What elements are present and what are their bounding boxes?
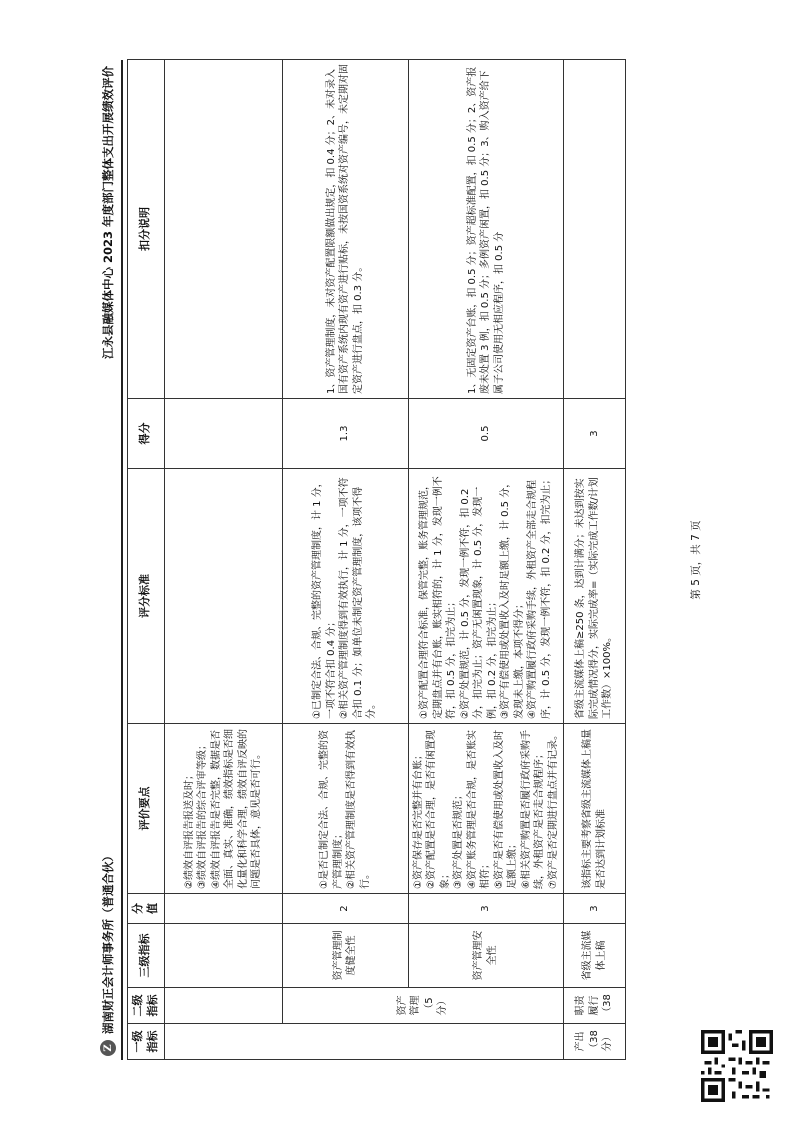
- point-line: ③资产处置是否规范；: [453, 790, 465, 889]
- firm-logo: Z: [100, 1040, 116, 1056]
- point-line: ⑥相关资产购置是否履行政府采购手续，外租资产是否走合规程序；: [520, 730, 546, 889]
- level3-cell: [164, 924, 282, 988]
- table-row: [282, 60, 408, 1060]
- table-row: [564, 60, 626, 1060]
- col-header: 分值: [128, 894, 165, 924]
- point-line: ③绩效自评报告的综合评审等级；: [197, 740, 209, 889]
- point-line: ①是否已制定合法、合规、完整的资产管理制度；: [319, 730, 344, 889]
- score-cell: 3: [564, 894, 626, 924]
- document-title: 江永县融媒体中心 2023 年度部门整体支出开展绩效评价: [101, 66, 115, 360]
- qr-code-icon: [701, 1030, 773, 1102]
- col-header: 三级指标: [128, 924, 165, 988]
- deduct-cell: [564, 60, 626, 399]
- score-cell: [164, 894, 282, 924]
- score-cell: 2: [282, 894, 408, 924]
- level2-cell: 资产管理（5分）: [282, 988, 564, 1024]
- level1-cell: [164, 1024, 564, 1060]
- table-row: [164, 60, 282, 1060]
- criteria-cell: [282, 469, 408, 724]
- got-cell: 1.3: [282, 399, 408, 469]
- points-cell: [282, 724, 408, 894]
- deduct-cell: [164, 60, 282, 399]
- got-cell: 3: [564, 399, 626, 469]
- rotated-page: [95, 60, 715, 1060]
- point-line: ②相关资产管理制度是否得到有效执行。: [346, 730, 371, 889]
- criteria-line: ①已制定合法、合规、完整的资产管理制度，计 1 分，一项不符合扣 0.4 分；: [312, 477, 337, 719]
- points-cell: 该指标主要考察省级主流媒体上稿量是否达到计划标准: [564, 724, 626, 894]
- criteria-cell: 省级主流媒体上稿≥250 条，达到计满分；未达到按实际完成情况得分，实际完成率=（实际完成工作数/计划工作数）×100%。: [564, 469, 626, 724]
- col-header: 得分: [128, 399, 165, 469]
- level3-cell: 省级主流媒体上稿: [564, 924, 626, 988]
- point-line: ①资产保存是否完整并有台账；: [412, 750, 424, 889]
- criteria-line: ④资产购置履行政府采购手续，外租资产全部走合规程序，计 0.5 分，发现一例不符，扣 0.2 分，扣完为止；: [527, 474, 552, 719]
- evaluation-table: [127, 59, 626, 1060]
- level2-cell: 职责履行（38: [564, 988, 626, 1024]
- table-row: [408, 60, 564, 1060]
- deduct-cell: 1、资产管理制度，未对资产配置限额做出规定，扣 0.4 分；2、未对录入国有资产系统内现有资产进行贴标，未按国资系统对资产编号，未定期对固定资产进行盘点，扣 0.3 分。: [282, 60, 408, 399]
- criteria-line: ②资产处置规范，计 0.5 分，发现一例不符，扣 0.2 分，扣完为止；资产无闲置现象，计 0.5 分，发现一例，扣 0.2 分，扣完为止；: [459, 486, 498, 719]
- got-cell: 0.5: [408, 399, 564, 469]
- score-cell: 3: [408, 894, 564, 924]
- criteria-cell: [408, 469, 564, 724]
- col-header: 扣分说明: [128, 60, 165, 399]
- got-cell: [164, 399, 282, 469]
- deduct-cell: 1、无固定资产台账，扣 0.5 分；资产超标准配置，扣 0.5 分；2、资产报废未处置 3 例，扣 0.5 分；多例资产闲置，扣 0.5 分；3、购入资产给下属子公司使用无相应程序，扣 0.5 分: [408, 60, 564, 399]
- level3-cell: 资产管理安全性: [408, 924, 564, 988]
- col-header: 一级指标: [128, 1024, 165, 1060]
- col-header: 评价要点: [128, 724, 165, 894]
- page-number: 第 5 页，共 7 页: [690, 520, 702, 600]
- point-line: ②资产配置是否合理，是否有闲置现象；: [426, 730, 451, 889]
- level2-cell: [164, 988, 282, 1024]
- point-line: ⑤资产是否有偿使用或处置收入及时足额上缴；: [493, 730, 519, 889]
- level3-cell: 资产管理制度健全性: [282, 924, 408, 988]
- point-line: ④资产账务管理是否合规，是否账实相符；: [466, 730, 492, 889]
- col-header: 二级指标: [128, 988, 165, 1024]
- table-header-row: [128, 60, 165, 1060]
- points-cell: [164, 724, 282, 894]
- criteria-line: ①资产配置合理符合标准，保管完整，账务管理规范，定期盘点并有台账，账实相符的，计 1 分，发现一例不符，扣 0.5 分，扣完为止；: [419, 476, 458, 719]
- level1-cell: 产出（38分）: [564, 1024, 626, 1060]
- criteria-line: ③资产有偿使用或处置收入及时足额上缴，计 0.5 分，发现未上缴，本项不得分；: [500, 477, 525, 719]
- points-cell: [408, 724, 564, 894]
- page-header: [95, 60, 123, 1060]
- firm-name: [100, 850, 116, 1056]
- col-header: 评分标准: [128, 469, 165, 724]
- point-line: ②绩效自评报告报送及时；: [183, 770, 195, 889]
- firm-name-text: 湖南财正会计师事务所（普通合伙）: [101, 850, 115, 1034]
- criteria-cell: [164, 469, 282, 724]
- point-line: ⑦资产是否定期进行盘点并有记录。: [547, 730, 559, 889]
- point-line: ④绩效自评报告是否完整，数据是否全面、真实、准确，绩效指标是否细化量化和科学合理，绩效自评反映的问题是否具体，意见是否可行。: [210, 729, 263, 889]
- criteria-line: ②相关资产管理制度得到有效执行，计 1 分，一项不符合扣 0.1 分；如单位未制定资产管理制度，该项不得分。: [339, 477, 378, 719]
